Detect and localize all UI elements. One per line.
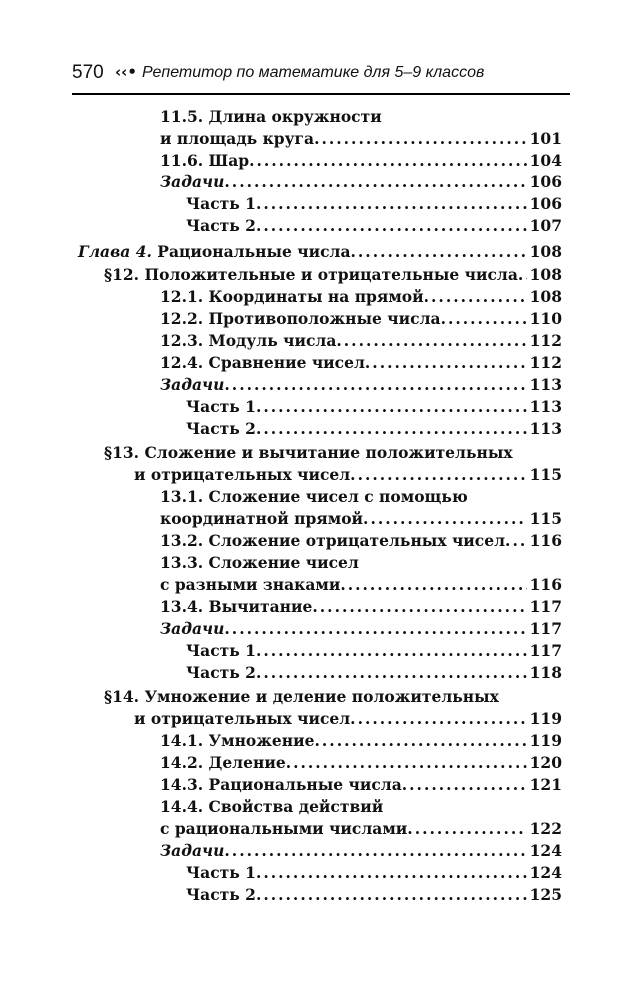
page-ref: 117 [529,619,562,638]
toc-entry-part1-c: Часть 1 ..... 117 [186,640,562,661]
toc-entry-14-1: 14.1. Умножение ..... 119 [160,730,562,751]
toc-section-13-line1: §13. Сложение и вычитание положительных [104,443,513,462]
page-ref: 117 [529,641,562,660]
page-ref: 108 [529,242,562,261]
toc-entry-zadachi-2: Задачи ..... 113 [160,374,562,395]
toc-entry-zadachi-1: Задачи ..... 106 [160,171,562,192]
page-ref: 101 [529,129,562,148]
toc-entry-12-4: 12.4. Сравнение чисел ..... 112 [160,352,562,373]
page-ref: 108 [529,265,562,284]
toc-entry-13-2: 13.2. Сложение отрицательных чисел ..... 116 [160,530,562,551]
toc-section-14: и отрицательных чисел ..... 119 [134,708,562,729]
toc-entry-12-3: 12.3. Модуль числа ..... 112 [160,330,562,351]
page-ref: 122 [529,819,562,838]
header-rule [72,93,570,95]
running-header [72,60,570,90]
toc-entry-14-2: 14.2. Деление ..... 120 [160,752,562,773]
page-ref: 104 [529,151,562,170]
toc-entry-11-6: 11.6. Шар ..... 104 [160,150,562,171]
page-ref: 116 [529,531,562,550]
toc-entry-13-1: координатной прямой ..... 115 [160,508,562,529]
toc-entry-14-4: с рациональными числами ..... 122 [160,818,562,839]
page-ref: 113 [529,375,562,394]
page-ref: 120 [529,753,562,772]
toc-section-14-line1: §14. Умножение и деление положительных [104,687,499,706]
header-ornament: ‹‹• [115,63,137,81]
page-ref: 112 [529,331,562,350]
page-ref: 107 [529,216,562,235]
toc-section-13: и отрицательных чисел ..... 115 [134,464,562,485]
page-ref: 119 [529,709,562,728]
page-ref: 118 [529,663,562,682]
chapter-title: Рациональные числа [151,242,351,261]
toc-entry-part1-b: Часть 1 ..... 113 [186,396,562,417]
toc-entry-12-2: 12.2. Противоположные числа ..... 110 [160,308,562,329]
page-ref: 121 [529,775,562,794]
page-ref: 110 [529,309,562,328]
page-number: 570 [72,62,104,83]
toc-entry-part2-d: Часть 2 ..... 125 [186,884,562,905]
page-ref: 113 [529,419,562,438]
page-ref: 112 [529,353,562,372]
page-ref: 115 [529,509,562,528]
toc-entry-14-4-line1: 14.4. Свойства действий [160,797,384,816]
toc-entry-11-5-line1: 11.5. Длина окружности [160,107,382,126]
page-ref: 113 [529,397,562,416]
toc-entry-part2-c: Часть 2 ..... 118 [186,662,562,683]
page-ref: 124 [529,841,562,860]
page-ref: 108 [529,287,562,306]
page-ref: 116 [529,575,562,594]
toc-entry-part1-a: Часть 1 ..... 106 [186,193,562,214]
toc-entry-13-3: с разными знаками ..... 116 [160,574,562,595]
toc-chapter-4 [78,241,562,262]
toc-entry-part2-a: Часть 2 ..... 107 [186,215,562,236]
page-ref: 124 [529,863,562,882]
chapter-prefix: Глава 4. [78,242,152,261]
toc-entry-13-4: 13.4. Вычитание ..... 117 [160,596,562,617]
toc-entry-13-3-line1: 13.3. Сложение чисел [160,553,359,572]
toc-entry-11-5: и площадь круга ..... 101 [160,128,562,149]
page-ref: 106 [529,194,562,213]
page-ref: 115 [529,465,562,484]
toc-section-12: §12. Положительные и отрицательные числа ..... 108 [104,264,562,285]
page-ref: 117 [529,597,562,616]
page-ref: 119 [529,731,562,750]
page-ref: 125 [529,885,562,904]
toc-entry-part1-d: Часть 1 ..... 124 [186,862,562,883]
toc-entry-14-3: 14.3. Рациональные числа ..... 121 [160,774,562,795]
toc-entry-13-1-line1: 13.1. Сложение чисел с помощью [160,487,468,506]
toc-entry-part2-b: Часть 2 ..... 113 [186,418,562,439]
toc-entry-12-1: 12.1. Координаты на прямой ..... 108 [160,286,562,307]
book-title: Репетитор по математике для 5–9 классов [142,64,485,81]
toc-entry-zadachi-4: Задачи ..... 124 [160,840,562,861]
page-ref: 106 [529,172,562,191]
toc-entry-zadachi-3: Задачи ..... 117 [160,618,562,639]
